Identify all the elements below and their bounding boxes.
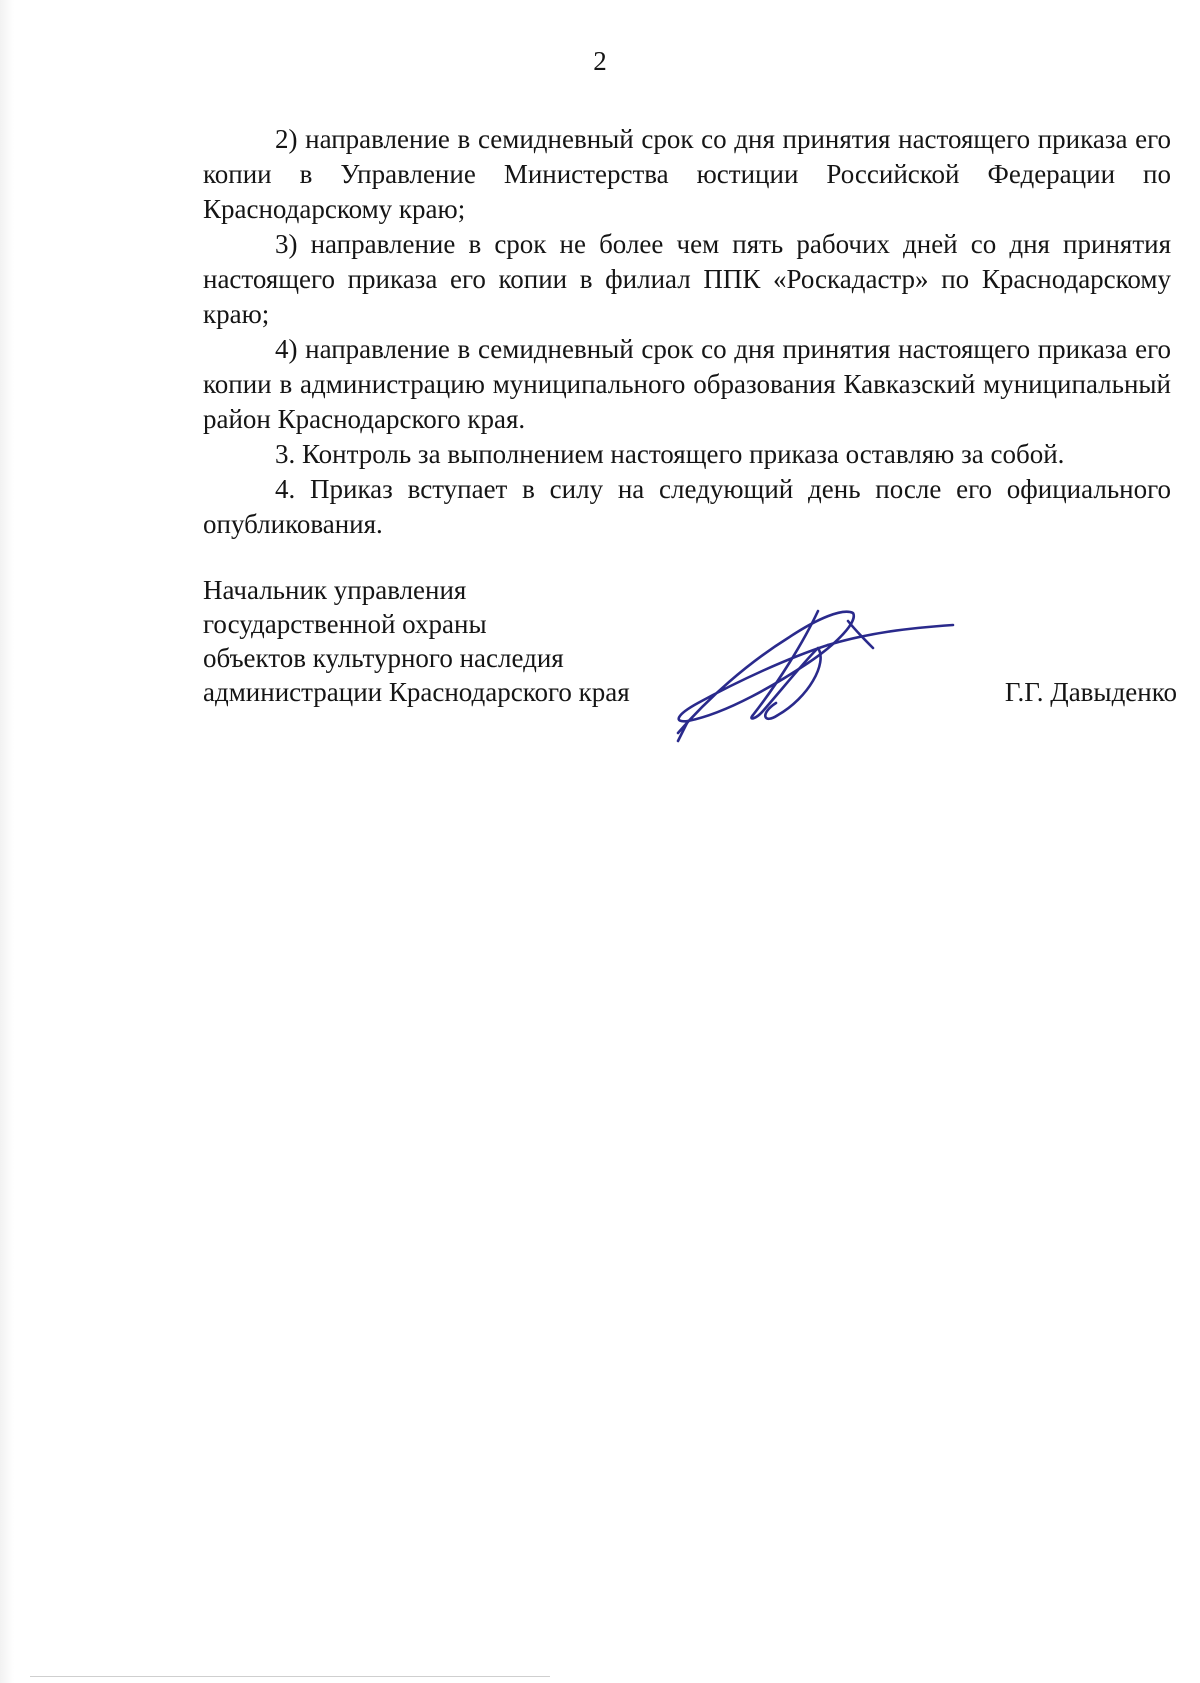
handwritten-signature [668,603,958,743]
paragraph-control: 3. Контроль за выполнением настоящего приказа оставляю за собой. [275,439,1065,469]
paragraph-effective-date: 4. Приказ вступает в силу на следующий день после его официального опубликования. [203,474,1171,539]
paragraph-item-3: 3) направление в срок не более чем пять рабочих дней со дня принятия настоящего приказа его копии в филиал ППК «Роскадастр» по Краснодарскому краю; [203,229,1171,329]
paragraph-item-4: 4) направление в семидневный срок со дня принятия настоящего приказа его копии в администрацию муниципального образования Кавказский муниципальный район Краснодарского края. [203,334,1171,434]
signer-position-line: Начальник управления [203,575,467,605]
page-number: 2 [593,46,607,76]
paragraph-item-2: 2) направление в семидневный срок со дня принятия настоящего приказа его копии в Управление Министерства юстиции Российской Федерации по Краснодарскому краю; [203,124,1171,224]
scan-edge-shadow [0,0,14,1683]
signature-block [203,573,1177,753]
page-bottom-edge [30,1676,550,1677]
signer-position-line: государственной охраны [203,609,487,639]
signer-position-line: объектов культурного наследия [203,643,564,673]
signer-position [203,573,630,709]
signer-position-line: администрации Краснодарского края [203,677,630,707]
signer-name: Г.Г. Давыденко [1004,677,1177,707]
document-body [203,122,1171,542]
